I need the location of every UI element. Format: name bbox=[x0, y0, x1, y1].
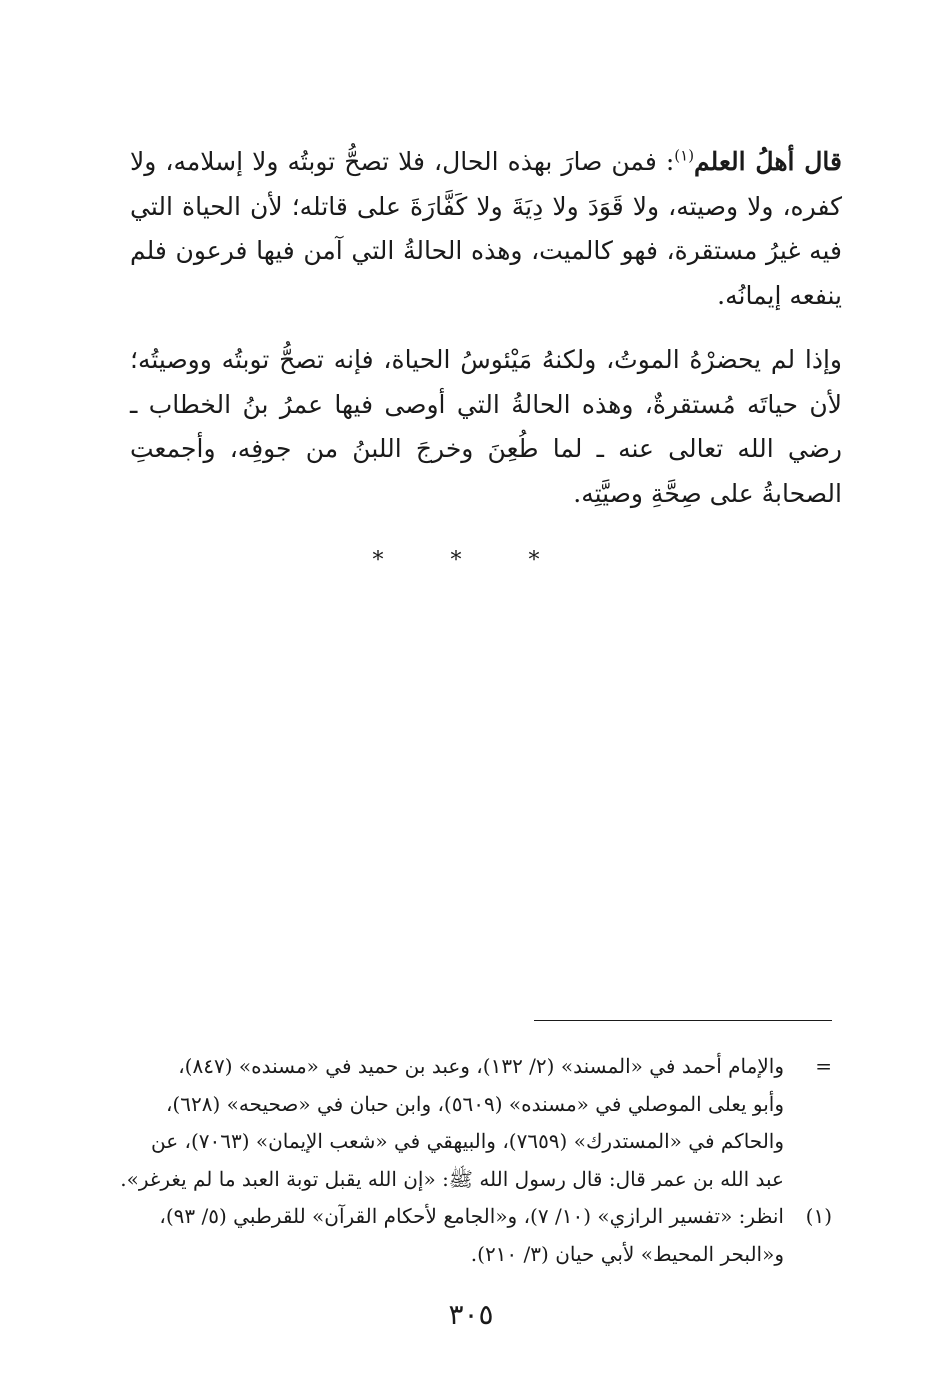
footnote-reference-1: (١) bbox=[674, 146, 695, 165]
footnote-1 bbox=[112, 1198, 832, 1273]
footnote-line: والحاكم في «المستدرك» (٧٦٥٩)، والبيهقي في «شعب الإيمان» (٧٠٦٣)، عن bbox=[150, 1129, 784, 1153]
footnote-1-text bbox=[112, 1198, 784, 1273]
footnote-continued-text bbox=[112, 1048, 784, 1198]
footnote-line: و«البحر المحيط» لأبي حيان (٣/ ٢١٠). bbox=[470, 1241, 784, 1266]
footnote-continued bbox=[112, 1048, 832, 1198]
paragraph-1-text: : فمن صارَ بهذه الحال، فلا تصحُّ توبتُه ولا إسلامه، ولا كفره، ولا وصيته، ولا قَوَدَ ولا دِيَةَ ولا كَفَّارَةَ على قاتله؛ لأن الحياة التي فيه غيرُ مستقرة، فهو كالميت، وهذه الحالةُ التي آمن فيها فرعون فلم ينفعه إيمانُه. bbox=[130, 147, 842, 310]
footnote-line: عبد الله بن عمر قال: قال رسول الله ﷺ: «إن الله يقبل توبة العبد ما لم يغرغر». bbox=[120, 1166, 784, 1191]
footnote-divider bbox=[534, 1020, 832, 1021]
footnote-1-marker: (١) bbox=[805, 1204, 832, 1228]
section-separator: * * * bbox=[372, 548, 570, 573]
footnotes bbox=[112, 1048, 832, 1273]
paragraph-1 bbox=[130, 140, 842, 318]
page-number: ٣٠٥ bbox=[448, 1298, 494, 1331]
footnote-line: والإمام أحمد في «المسند» (٢/ ١٣٢)، وعبد بن حميد في «مسنده» (٨٤٧)، bbox=[178, 1054, 784, 1078]
footnote-line: وأبو يعلى الموصلي في «مسنده» (٥٦٠٩)، وابن حبان في «صحيحه» (٦٢٨)، bbox=[165, 1091, 784, 1116]
footnote-line: انظر: «تفسير الرازي» (١٠/ ٧)، و«الجامع لأحكام القرآن» للقرطبي (٥/ ٩٣)، bbox=[159, 1204, 784, 1228]
paragraph-1-lead: قال أهلُ العلم bbox=[694, 147, 842, 176]
main-text bbox=[130, 140, 842, 516]
paragraph-2: وإذا لم يحضرْهُ الموتُ، ولكنهُ مَيْئوسُ الحياة، فإنه تصحُّ توبتُه ووصيتُه؛ لأن حياتَه مُستقرةٌ، وهذه الحالةُ التي أوصى فيها عمرُ بنُ الخطاب ـ رضي الله تعالى عنه ـ لما طُعِنَ وخرجَ اللبنُ من جوفِه، وأجمعتِ الصحابةُ على صِحَّةِ وصيَّتِه. bbox=[130, 345, 842, 508]
footnote-continued-marker: = bbox=[815, 1054, 832, 1078]
